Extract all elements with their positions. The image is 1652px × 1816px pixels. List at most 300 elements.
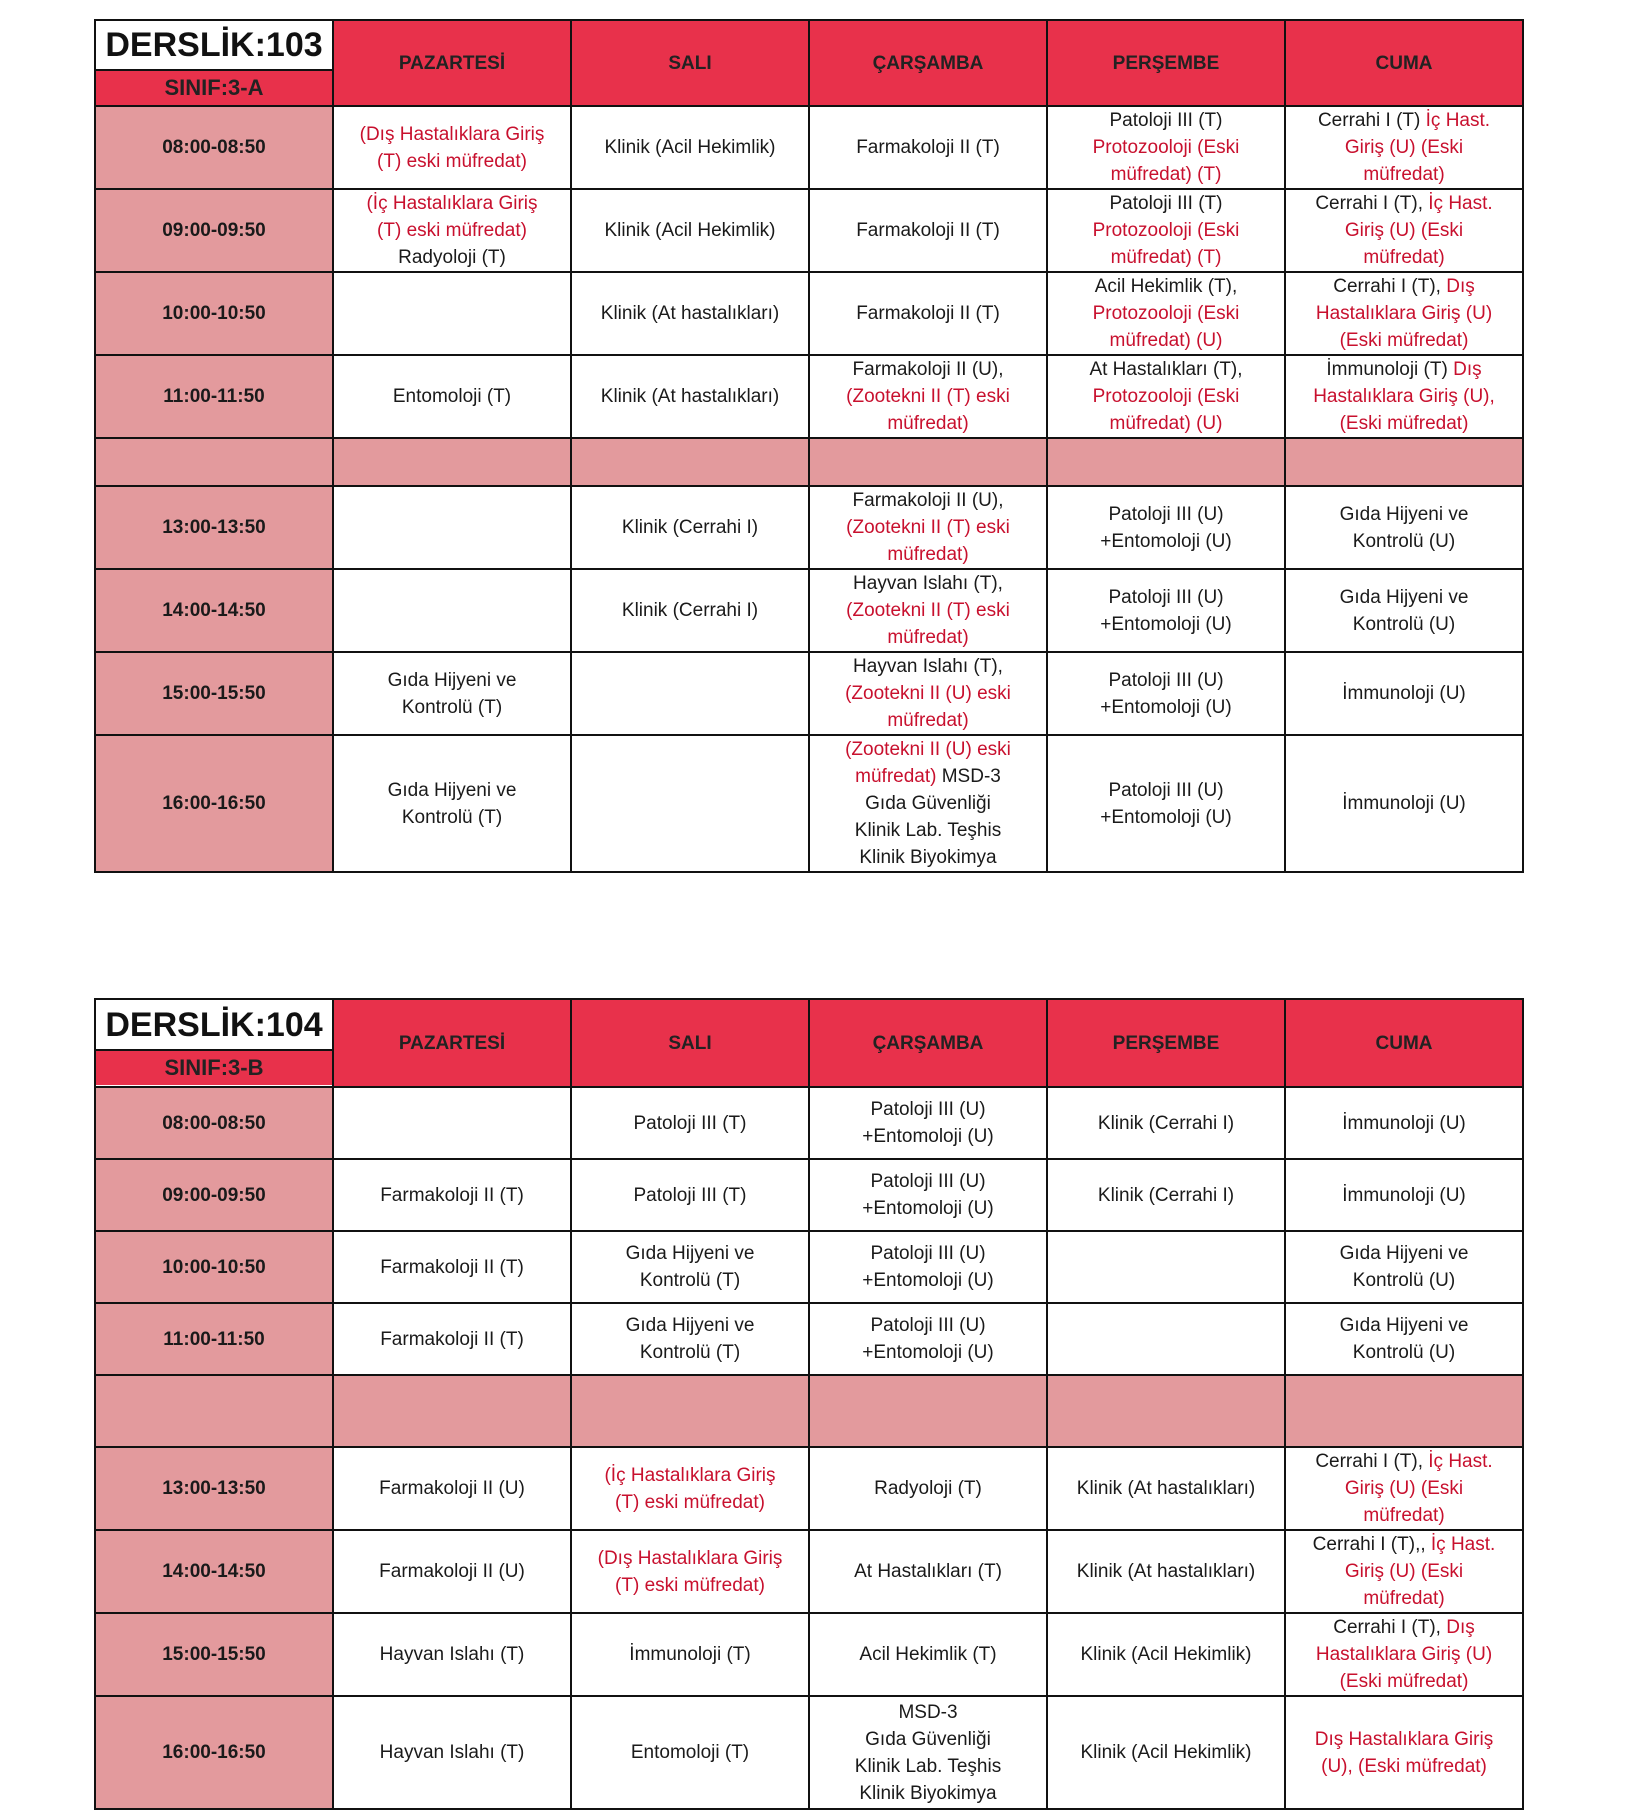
course-line	[1290, 1668, 1518, 1695]
course-line	[576, 514, 804, 541]
course-text: İmmunoloji (U)	[1342, 1112, 1466, 1134]
course-text: Dış Hastalıklara Giriş	[1314, 1728, 1494, 1750]
course-line	[814, 597, 1042, 624]
course-cell	[1047, 486, 1285, 569]
course-cell	[1047, 735, 1285, 872]
time-slot-row	[95, 272, 1523, 355]
course-cell	[1285, 1231, 1523, 1303]
course-line	[1290, 1110, 1518, 1137]
course-text: Farmakoloji II (U)	[379, 1478, 525, 1499]
course-line	[338, 244, 566, 271]
course-cell	[571, 1696, 809, 1809]
break-row	[95, 1375, 1523, 1447]
course-text: Patoloji III (T)	[1109, 110, 1223, 131]
course-line	[814, 541, 1042, 568]
course-cell	[809, 1696, 1047, 1809]
course-text: Protozooloji (Eski	[1092, 303, 1240, 324]
course-cell	[1047, 652, 1285, 735]
course-text: Cerrahi I (T)	[1317, 110, 1426, 131]
course-cell	[1047, 569, 1285, 652]
course-cell	[1047, 1087, 1285, 1159]
time-slot: 14:00-14:50	[95, 1530, 333, 1613]
time-slot-row	[95, 1613, 1523, 1696]
course-text: Farmakoloji II (T)	[856, 137, 1000, 158]
schedule-table	[94, 998, 1524, 1810]
course-line	[1052, 410, 1280, 437]
course-line	[1290, 134, 1518, 161]
course-line	[1290, 1531, 1518, 1558]
course-line	[814, 1753, 1042, 1780]
course-text: Kontrolü (T)	[401, 696, 503, 718]
course-line	[1052, 1641, 1280, 1668]
course-text: Protozooloji (Eski	[1092, 220, 1240, 241]
course-text: Giriş (U) (Eski	[1344, 137, 1464, 158]
time-slot: 15:00-15:50	[95, 1613, 333, 1696]
room-label: DERSLİK:104	[96, 1001, 332, 1051]
course-line	[814, 1267, 1042, 1294]
course-line	[1052, 1182, 1280, 1209]
course-line	[338, 777, 566, 804]
course-line	[1290, 161, 1518, 188]
course-text: Patoloji III (T)	[633, 1184, 747, 1206]
course-text: İç Hast.	[1430, 1534, 1496, 1555]
course-text: Cerrahi I (T),	[1333, 276, 1447, 297]
course-cell	[1285, 1696, 1523, 1809]
course-cell	[571, 1087, 809, 1159]
break-cell	[571, 1375, 809, 1447]
course-text: +Entomoloji (U)	[1100, 696, 1232, 718]
course-text: Klinik Biyokimya	[859, 847, 997, 868]
day-header: PERŞEMBE	[1047, 20, 1285, 106]
break-cell	[1285, 1375, 1523, 1447]
course-text: Hastalıklara Giriş (U)	[1315, 303, 1493, 324]
course-text: Kontrolü (U)	[1352, 1342, 1456, 1363]
course-cell	[571, 106, 809, 189]
course-text: Gıda Hijyeni ve	[1339, 586, 1469, 608]
course-cell	[809, 272, 1047, 355]
course-line	[1290, 300, 1518, 327]
course-cell	[333, 569, 571, 652]
course-cell	[1047, 1159, 1285, 1231]
course-text: (Zootekni II (T) eski	[846, 517, 1010, 538]
course-text: Gıda Hijyeni ve	[1339, 1243, 1469, 1264]
course-line	[814, 1123, 1042, 1150]
break-cell	[809, 1375, 1047, 1447]
course-text: Dış	[1446, 1617, 1475, 1638]
course-text: Klinik (At hastalıkları)	[1076, 1561, 1256, 1582]
time-slot: 09:00-09:50	[95, 189, 333, 272]
course-line	[1052, 528, 1280, 555]
course-text: Protozooloji (Eski	[1092, 386, 1240, 407]
course-line	[338, 1739, 566, 1766]
course-text: müfredat)	[1363, 1588, 1445, 1609]
course-cell	[809, 355, 1047, 438]
course-text: müfredat)	[887, 413, 969, 434]
course-line	[1052, 584, 1280, 611]
course-cell	[333, 355, 571, 438]
course-text: +Entomoloji (U)	[1100, 806, 1232, 828]
course-cell	[809, 1530, 1047, 1613]
course-text: Acil Hekimlik (T),	[1094, 276, 1238, 297]
course-text: Gıda Hijyeni ve	[387, 669, 517, 691]
header-row	[95, 999, 1523, 1087]
course-line	[1290, 327, 1518, 354]
time-slot: 09:00-09:50	[95, 1159, 333, 1231]
course-text: Kontrolü (U)	[1352, 1270, 1456, 1291]
course-cell	[809, 1447, 1047, 1530]
course-cell	[809, 735, 1047, 872]
break-cell	[95, 438, 333, 486]
course-cell	[809, 1303, 1047, 1375]
course-line	[1290, 1753, 1518, 1780]
course-text: müfredat)	[887, 710, 969, 731]
course-text: Klinik (Acil Hekimlik)	[1080, 1644, 1252, 1665]
room-class-cell	[95, 20, 333, 106]
course-cell	[333, 1613, 571, 1696]
course-line	[1052, 273, 1280, 300]
course-line	[1052, 327, 1280, 354]
course-text: Patoloji III (U)	[870, 1315, 986, 1336]
time-slot-row	[95, 106, 1523, 189]
course-text: müfredat)	[1363, 1505, 1445, 1526]
course-line	[1290, 383, 1518, 410]
course-text: (U), (Eski müfredat)	[1321, 1755, 1487, 1777]
course-line	[576, 1641, 804, 1668]
break-cell	[1047, 1375, 1285, 1447]
course-line	[1052, 501, 1280, 528]
course-cell	[1047, 106, 1285, 189]
course-text: Gıda Hijyeni ve	[625, 1315, 755, 1336]
course-line	[1052, 134, 1280, 161]
course-line	[338, 1641, 566, 1668]
course-line	[576, 597, 804, 624]
time-slot-row	[95, 1447, 1523, 1530]
course-text: Cerrahi I (T),	[1315, 1451, 1429, 1472]
time-slot: 08:00-08:50	[95, 106, 333, 189]
course-text: Patoloji III (U)	[1108, 669, 1224, 691]
course-cell	[1285, 652, 1523, 735]
course-line	[576, 1462, 804, 1489]
course-cell	[809, 189, 1047, 272]
course-cell	[809, 1087, 1047, 1159]
course-text: Farmakoloji II (U),	[852, 359, 1004, 380]
course-text: (T) eski müfredat)	[615, 1574, 765, 1596]
course-text: Klinik (At hastalıkları)	[600, 303, 780, 324]
course-text: (Zootekni II (T) eski	[846, 600, 1010, 621]
course-line	[1052, 611, 1280, 638]
course-line	[1052, 107, 1280, 134]
course-text: Farmakoloji II (T)	[380, 1328, 524, 1350]
course-line	[338, 190, 566, 217]
course-line	[814, 1096, 1042, 1123]
course-text: MSD-3	[898, 1701, 958, 1723]
course-text: (T) eski müfredat)	[377, 150, 527, 172]
class-label: SINIF:3-B	[96, 1051, 332, 1085]
course-line	[1290, 244, 1518, 271]
course-text: Kontrolü (U)	[1352, 613, 1456, 635]
course-cell	[1047, 1231, 1285, 1303]
course-cell	[1285, 1530, 1523, 1613]
course-text: müfredat)	[1363, 247, 1445, 268]
course-line	[1052, 383, 1280, 410]
time-slot-row	[95, 1231, 1523, 1303]
time-slot: 13:00-13:50	[95, 486, 333, 569]
course-text: Kontrolü (U)	[1352, 530, 1456, 552]
course-line	[814, 817, 1042, 844]
course-line	[1290, 584, 1518, 611]
time-slot: 15:00-15:50	[95, 652, 333, 735]
course-text: müfredat)	[887, 627, 969, 648]
course-line	[338, 121, 566, 148]
course-cell	[571, 1303, 809, 1375]
course-text: At Hastalıkları (T),	[1089, 359, 1243, 380]
course-text: Hayvan Islahı (T)	[379, 1644, 525, 1665]
course-text: Kontrolü (T)	[401, 806, 503, 828]
course-text: Patoloji III (U)	[870, 1099, 986, 1120]
course-line	[576, 1545, 804, 1572]
course-line	[814, 1780, 1042, 1807]
course-text: Hastalıklara Giriş (U),	[1313, 386, 1495, 407]
course-line	[1052, 667, 1280, 694]
course-text: (İç Hastalıklara Giriş	[366, 193, 538, 214]
day-header: CUMA	[1285, 20, 1523, 106]
course-line	[814, 1558, 1042, 1585]
course-text: Farmakoloji II (T)	[856, 220, 1000, 241]
course-line	[1052, 244, 1280, 271]
course-line	[576, 134, 804, 161]
course-line	[576, 1339, 804, 1366]
course-text: (Zootekni II (U) eski	[845, 739, 1011, 760]
course-text: Dış	[1453, 359, 1482, 380]
course-text: Klinik Biyokimya	[859, 1782, 997, 1804]
course-text: Farmakoloji II (T)	[380, 1184, 524, 1206]
course-cell	[571, 1159, 809, 1231]
course-text: Klinik (Cerrahi I)	[1097, 1112, 1235, 1134]
course-line	[1290, 410, 1518, 437]
course-line	[576, 1240, 804, 1267]
course-text: Giriş (U) (Eski	[1344, 1561, 1464, 1582]
course-cell	[1047, 1303, 1285, 1375]
time-slot: 10:00-10:50	[95, 1231, 333, 1303]
course-text: Kontrolü (T)	[639, 1342, 741, 1363]
course-text: Klinik Lab. Teşhis	[854, 1755, 1002, 1777]
course-line	[338, 217, 566, 244]
course-line	[338, 1475, 566, 1502]
course-text: Klinik (Acil Hekimlik)	[1080, 1742, 1252, 1763]
time-slot-row	[95, 569, 1523, 652]
course-text: +Entomoloji (U)	[1100, 530, 1232, 552]
course-text: Klinik (At hastalıkları)	[1076, 1478, 1256, 1499]
course-line	[814, 1641, 1042, 1668]
course-line	[1290, 1641, 1518, 1668]
time-slot-row	[95, 486, 1523, 569]
time-slot-row	[95, 1087, 1523, 1159]
course-cell	[809, 106, 1047, 189]
course-line	[814, 1312, 1042, 1339]
time-slot-row	[95, 735, 1523, 872]
course-line	[814, 570, 1042, 597]
course-line	[1052, 356, 1280, 383]
course-cell	[1285, 1159, 1523, 1231]
course-line	[814, 707, 1042, 734]
course-text: +Entomoloji (U)	[862, 1126, 994, 1147]
course-cell	[333, 486, 571, 569]
day-header: CUMA	[1285, 999, 1523, 1087]
course-line	[814, 844, 1042, 871]
course-line	[338, 694, 566, 721]
course-line	[1290, 356, 1518, 383]
course-cell	[1047, 1530, 1285, 1613]
course-line	[576, 1267, 804, 1294]
course-cell	[571, 1613, 809, 1696]
course-text: (T) eski müfredat)	[615, 1491, 765, 1513]
course-text: İmmunoloji (U)	[1342, 793, 1466, 814]
course-cell	[333, 189, 571, 272]
course-text: (Zootekni II (T) eski	[846, 386, 1010, 407]
course-text: Patoloji III (U)	[1108, 586, 1224, 608]
course-text: +Entomoloji (U)	[862, 1198, 994, 1219]
course-text: Patoloji III (U)	[870, 1243, 986, 1264]
course-line	[1290, 1240, 1518, 1267]
course-text: müfredat) (T)	[1110, 164, 1222, 185]
time-slot: 08:00-08:50	[95, 1087, 333, 1159]
course-line	[814, 763, 1042, 790]
course-cell	[1047, 189, 1285, 272]
course-text: Gıda Hijyeni ve	[625, 1243, 755, 1264]
course-line	[338, 1326, 566, 1353]
course-cell	[809, 1613, 1047, 1696]
course-text: Patoloji III (U)	[1108, 503, 1224, 525]
course-line	[1052, 1739, 1280, 1766]
course-cell	[333, 1159, 571, 1231]
course-line	[1290, 528, 1518, 555]
course-text: Gıda Hijyeni ve	[387, 779, 517, 801]
day-header: PERŞEMBE	[1047, 999, 1285, 1087]
course-line	[1290, 680, 1518, 707]
course-line	[1290, 790, 1518, 817]
day-header: PAZARTESİ	[333, 999, 571, 1087]
course-cell	[333, 735, 571, 872]
course-text: İmmunoloji (T)	[1326, 359, 1454, 380]
course-text: Radyoloji (T)	[398, 247, 506, 268]
course-line	[576, 217, 804, 244]
course-text: Cerrahi I (T),,	[1312, 1534, 1431, 1555]
course-line	[814, 736, 1042, 763]
room-label: DERSLİK:103	[96, 21, 332, 71]
course-cell	[571, 272, 809, 355]
break-cell	[95, 1375, 333, 1447]
time-slot: 11:00-11:50	[95, 355, 333, 438]
course-line	[1290, 501, 1518, 528]
break-row	[95, 438, 1523, 486]
course-line	[1290, 1558, 1518, 1585]
course-cell	[1285, 355, 1523, 438]
course-cell	[1047, 355, 1285, 438]
course-text: Entomoloji (T)	[392, 386, 512, 407]
course-text: müfredat)	[855, 766, 937, 787]
class-label: SINIF:3-A	[96, 71, 332, 105]
course-line	[1290, 217, 1518, 244]
course-text: müfredat) (U)	[1109, 413, 1223, 434]
course-cell	[809, 486, 1047, 569]
course-line	[814, 356, 1042, 383]
course-line	[814, 410, 1042, 437]
course-line	[576, 1182, 804, 1209]
course-cell	[1285, 1447, 1523, 1530]
course-line	[814, 1339, 1042, 1366]
course-line	[338, 1182, 566, 1209]
course-text: Patoloji III (U)	[1108, 779, 1224, 801]
course-cell	[333, 1530, 571, 1613]
course-text: İmmunoloji (U)	[1342, 683, 1466, 704]
course-cell	[571, 1530, 809, 1613]
course-text: İmmunoloji (T)	[629, 1644, 751, 1665]
course-cell	[1047, 1696, 1285, 1809]
course-line	[814, 680, 1042, 707]
break-cell	[571, 438, 809, 486]
course-text: (Dış Hastalıklara Giriş	[597, 1547, 783, 1569]
course-line	[576, 1572, 804, 1599]
course-cell	[333, 1231, 571, 1303]
course-text: Giriş (U) (Eski	[1344, 220, 1464, 241]
course-line	[1290, 1585, 1518, 1612]
course-line	[338, 1558, 566, 1585]
course-cell	[571, 189, 809, 272]
course-line	[814, 1726, 1042, 1753]
course-line	[1290, 1312, 1518, 1339]
course-line	[1290, 1448, 1518, 1475]
break-cell	[333, 438, 571, 486]
course-cell	[1285, 106, 1523, 189]
course-cell	[571, 355, 809, 438]
day-header: SALI	[571, 20, 809, 106]
course-line	[1052, 161, 1280, 188]
course-line	[576, 300, 804, 327]
course-line	[1290, 273, 1518, 300]
time-slot: 11:00-11:50	[95, 1303, 333, 1375]
course-text: Giriş (U) (Eski	[1344, 1478, 1464, 1499]
course-line	[1290, 1267, 1518, 1294]
course-cell	[1285, 1613, 1523, 1696]
course-line	[1290, 611, 1518, 638]
time-slot: 13:00-13:50	[95, 1447, 333, 1530]
course-line	[338, 804, 566, 831]
course-line	[1052, 777, 1280, 804]
course-text: (T) eski müfredat)	[377, 220, 527, 241]
course-text: İç Hast.	[1428, 193, 1493, 214]
course-line	[1052, 190, 1280, 217]
course-cell	[571, 652, 809, 735]
course-line	[814, 217, 1042, 244]
course-line	[576, 1739, 804, 1766]
course-text: Kontrolü (T)	[639, 1270, 741, 1291]
course-line	[1052, 804, 1280, 831]
course-text: (İç Hastalıklara Giriş	[604, 1464, 776, 1486]
course-text: Patoloji III (U)	[870, 1171, 986, 1192]
course-text: (Eski müfredat)	[1339, 330, 1469, 351]
course-line	[1290, 190, 1518, 217]
course-cell	[809, 569, 1047, 652]
course-text: MSD-3	[936, 766, 1001, 787]
course-text: Gıda Hijyeni ve	[1339, 1315, 1469, 1336]
course-cell	[1285, 1087, 1523, 1159]
course-line	[338, 383, 566, 410]
course-cell	[1047, 1613, 1285, 1696]
course-cell	[333, 1303, 571, 1375]
course-text: +Entomoloji (U)	[862, 1342, 994, 1363]
course-line	[576, 1110, 804, 1137]
course-cell	[1285, 569, 1523, 652]
